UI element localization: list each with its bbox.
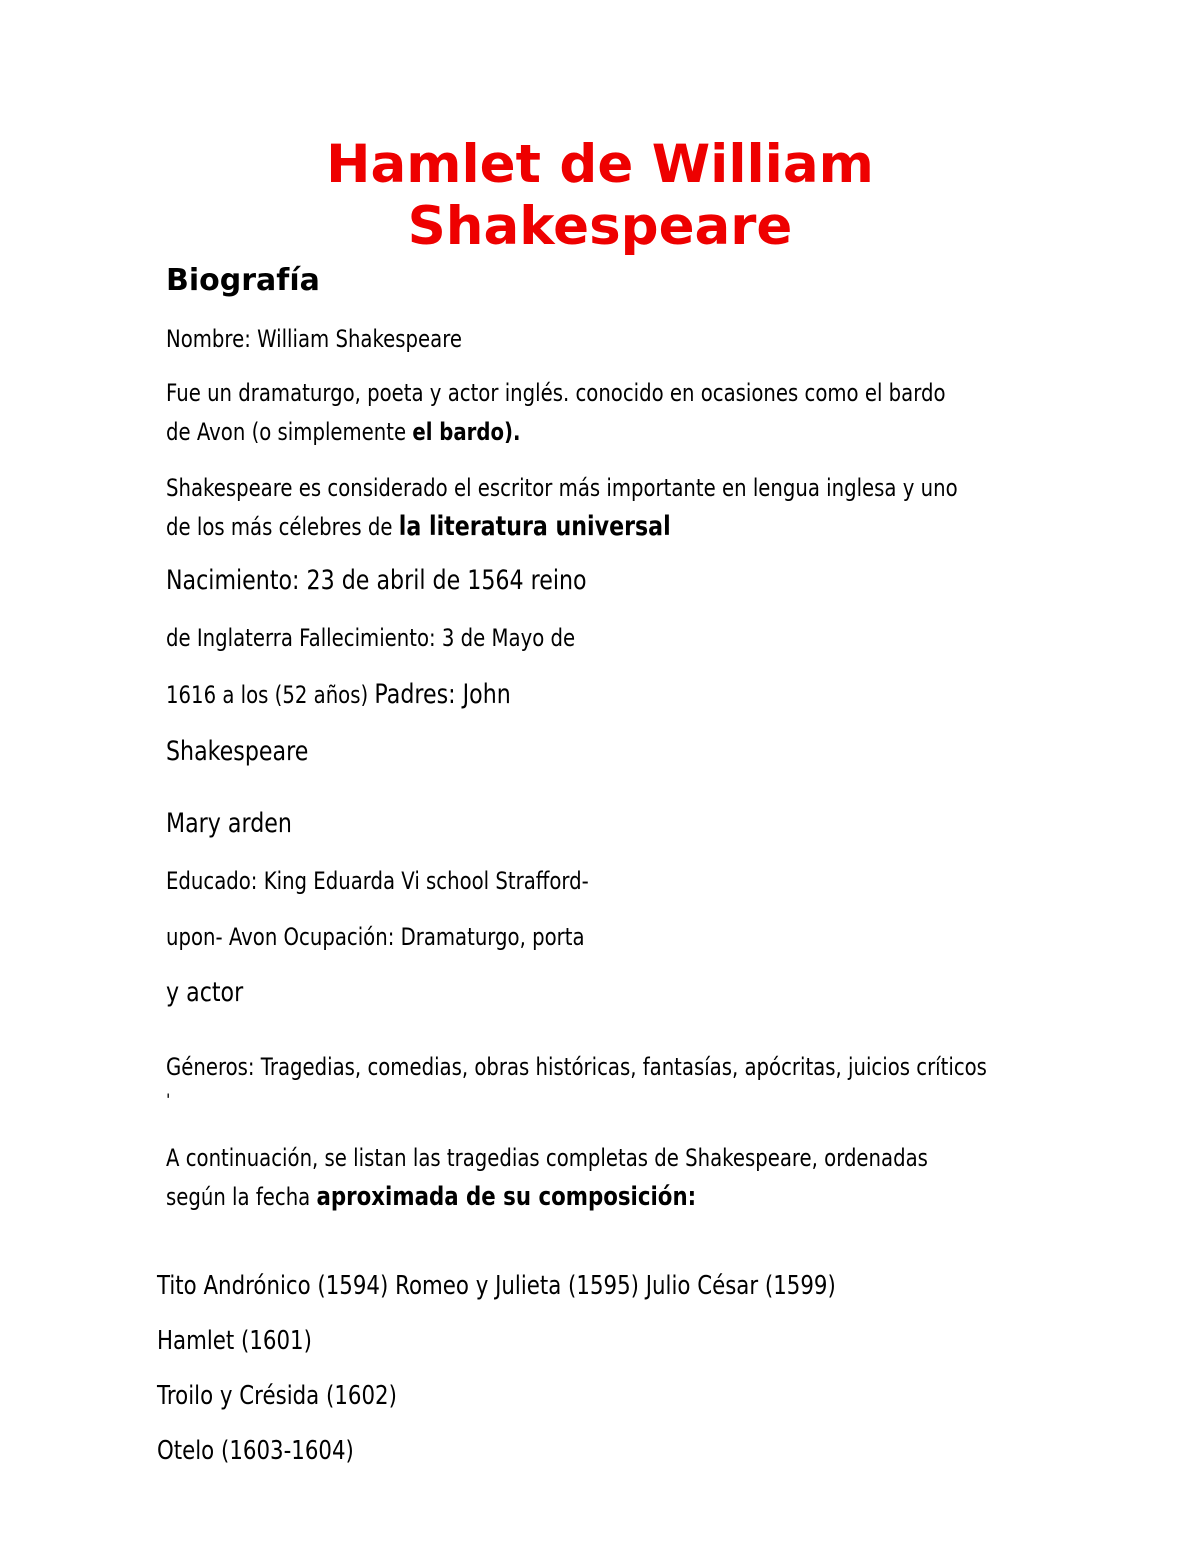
nombre-line xyxy=(166,323,527,355)
paragraph-1-line-1 xyxy=(166,377,1117,409)
educado-line xyxy=(166,865,682,897)
tragedia-item xyxy=(157,1270,985,1302)
intro-line-2 xyxy=(166,1181,813,1213)
edad-text: 1616 a los (52 años) xyxy=(166,681,375,709)
ocupacion-line-2 xyxy=(166,977,260,1009)
ocupacion-text: upon- Avon Ocupación: Dramaturgo, porta xyxy=(166,923,585,951)
nombre-text: Nombre: William Shakespeare xyxy=(166,325,462,353)
tragedia-text-4: Otelo (1603-1604) xyxy=(157,1436,354,1466)
generos-line xyxy=(166,1051,1167,1083)
generos-text: Géneros: Tragedias, comedias, obras históricas, fantasías, apócritas, juicios críticos xyxy=(166,1053,987,1081)
paragraph-1-line-2 xyxy=(166,416,598,448)
intro-line-1 xyxy=(166,1142,1095,1174)
tragedia-item xyxy=(157,1325,346,1357)
paragraph-2-bold: la literatura universal xyxy=(398,511,671,542)
ocupacion-text-2: y actor xyxy=(166,977,244,1008)
intro-bold: aproximada de su composición: xyxy=(316,1182,697,1212)
tragedia-text-3: Troilo y Crésida (1602) xyxy=(157,1381,397,1411)
title-line-1: Hamlet de William xyxy=(326,134,874,195)
ocupacion-line xyxy=(166,921,676,953)
intro-text-1: A continuación, se listan las tragedias completas de Shakespeare, ordenadas xyxy=(166,1144,928,1172)
padre-apellido-text: Shakespeare xyxy=(166,736,309,767)
paragraph-2-line-1 xyxy=(166,472,1131,504)
madre-text: Mary arden xyxy=(166,808,292,839)
madre-line xyxy=(166,808,320,840)
paragraph-2-text-2: de los más célebres de xyxy=(166,513,399,541)
nacimiento-text: Nacimiento: 23 de abril de 1564 reino xyxy=(166,565,587,596)
section-heading-biografia: Biografía xyxy=(166,263,320,298)
title-line-2: Shakespeare xyxy=(407,196,793,257)
inglaterra-text: de Inglaterra Fallecimiento: 3 de Mayo de xyxy=(166,624,576,652)
inglaterra-line xyxy=(166,622,665,654)
nacimiento-line xyxy=(166,565,679,597)
padres-label: Padres: John xyxy=(374,679,511,710)
tragedia-text-1: Tito Andrónico (1594) Romeo y Julieta (1595) Julio César (1599) xyxy=(157,1271,836,1301)
paragraph-1-bold: el bardo). xyxy=(412,418,521,446)
tragedia-text-2: Hamlet (1601) xyxy=(157,1326,312,1356)
paragraph-2-text-1: Shakespeare es considerado el escritor más importante en lengua inglesa y uno xyxy=(166,474,958,502)
tragedia-item xyxy=(157,1380,450,1412)
generos-mark: ' xyxy=(166,1090,171,1109)
paragraph-1-text-1: Fue un dramaturgo, poeta y actor inglés. conocido en ocasiones como el bardo xyxy=(166,379,946,407)
intro-text-2: según la fecha xyxy=(166,1183,317,1211)
padre-apellido-line xyxy=(166,736,340,768)
educado-text: Educado: King Eduarda Vi school Strafford- xyxy=(166,867,589,895)
edad-line xyxy=(166,679,586,711)
paragraph-1-text-2: de Avon (o simplemente xyxy=(166,418,413,446)
tragedia-item xyxy=(157,1435,397,1467)
paragraph-2-line-2 xyxy=(166,511,782,543)
